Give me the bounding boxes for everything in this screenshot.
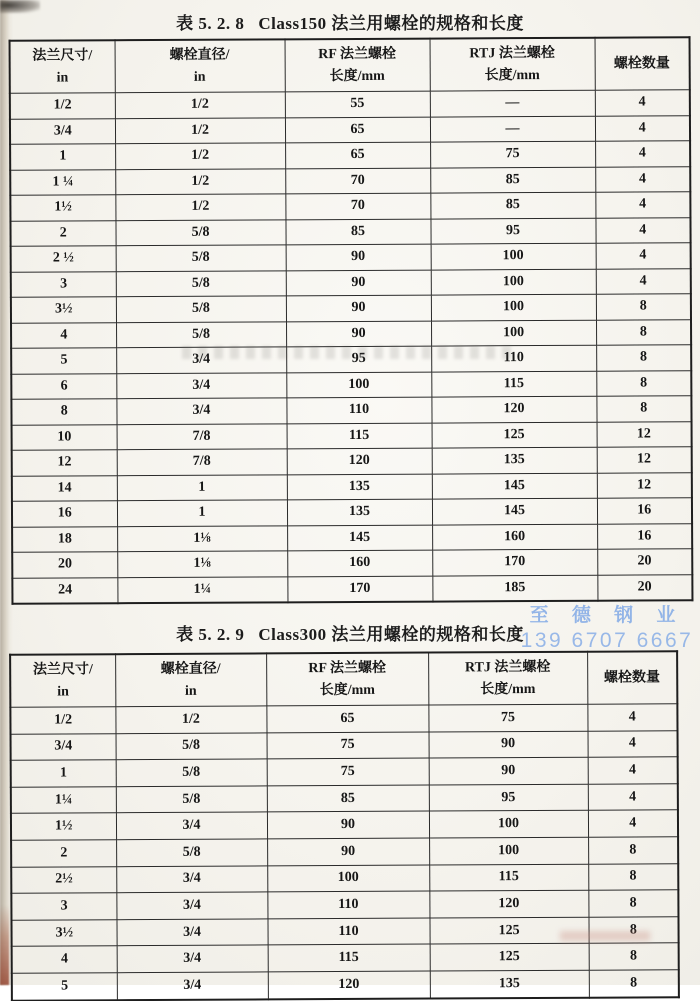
table-cell: 115 xyxy=(268,944,430,971)
table-cell: 90 xyxy=(267,838,429,865)
table-cell: 4 xyxy=(12,946,117,973)
table-cell: 18 xyxy=(12,526,117,552)
table-cell: 24 xyxy=(12,577,117,604)
table-row xyxy=(11,757,678,787)
column-header: 螺栓直径/ in xyxy=(115,653,266,706)
table-cell: 55 xyxy=(285,91,430,117)
table-row xyxy=(10,90,690,119)
table-cell: 3/4 xyxy=(116,919,267,946)
table-cell: 145 xyxy=(287,525,432,551)
table-cell: 125 xyxy=(432,422,597,448)
table-row xyxy=(11,784,678,814)
scan-stain-bottom-left xyxy=(0,905,9,985)
table-cell: 8 xyxy=(596,319,691,345)
table-row xyxy=(12,970,679,1001)
table-cell: 1 ¼ xyxy=(10,169,115,195)
table-cell: 110 xyxy=(267,891,429,918)
table-cell: 65 xyxy=(285,142,430,168)
table-cell: 5/8 xyxy=(116,733,267,760)
table-cell: 65 xyxy=(285,117,430,143)
table-cell: 20 xyxy=(597,549,692,575)
table-cell: 1¼ xyxy=(11,786,116,813)
watermark-company-name: 至 德 钢 业 xyxy=(529,605,685,626)
table-cell: 120 xyxy=(429,890,588,917)
table-cell: 95 xyxy=(429,784,588,811)
table-cell: 100 xyxy=(431,269,596,295)
table-cell: 75 xyxy=(430,141,595,167)
table-row xyxy=(10,704,677,734)
table-row xyxy=(11,890,678,920)
table-cell: 3/4 xyxy=(117,945,268,972)
table-cell: 4 xyxy=(595,217,690,243)
table-cell: 12 xyxy=(12,450,117,476)
table-row xyxy=(12,447,692,476)
table-cell: 90 xyxy=(429,757,588,784)
table-row xyxy=(12,498,692,527)
table-cell: 160 xyxy=(432,524,597,550)
table-cell: 95 xyxy=(430,218,595,244)
table-row xyxy=(10,141,690,170)
table-cell: 5/8 xyxy=(116,270,286,296)
table-cell: 5/8 xyxy=(116,839,267,866)
table-row xyxy=(11,268,691,297)
table-cell: 110 xyxy=(286,397,431,423)
table-cell: 2½ xyxy=(11,866,116,893)
table-cell: 7/8 xyxy=(117,449,287,475)
table-cell: 85 xyxy=(267,785,429,812)
table-row xyxy=(12,421,692,450)
table-row xyxy=(12,472,692,501)
table-cell: 5/8 xyxy=(115,219,285,245)
table-cell: 135 xyxy=(287,474,432,500)
table-cell: 100 xyxy=(431,320,596,346)
table-cell: 6 xyxy=(11,373,116,399)
table-cell: 3/4 xyxy=(117,972,268,1000)
table-cell: 4 xyxy=(588,810,678,837)
table-cell: 8 xyxy=(596,370,691,396)
table-row xyxy=(11,319,691,348)
column-header: 螺栓数量 xyxy=(587,651,677,704)
table-cell: 90 xyxy=(286,295,431,321)
table-cell: 4 xyxy=(595,166,690,192)
table-cell: 100 xyxy=(429,837,588,864)
table-cell: — xyxy=(430,116,595,142)
table-cell: 16 xyxy=(597,523,692,549)
table-row xyxy=(11,810,678,840)
table-cell: 5 xyxy=(11,348,116,374)
table-cell: 12 xyxy=(597,421,692,447)
table-cell: 145 xyxy=(432,473,597,499)
table-cell: 4 xyxy=(596,268,691,294)
table-cell: 14 xyxy=(12,475,117,501)
table-cell: 70 xyxy=(285,168,430,194)
table-row xyxy=(11,294,691,323)
table-row xyxy=(11,730,678,760)
table-cell: 110 xyxy=(431,345,596,371)
table-cell: 3/4 xyxy=(116,865,267,892)
table-cell: 85 xyxy=(430,167,595,193)
table-cell: 185 xyxy=(432,575,597,602)
table-cell: 120 xyxy=(431,396,596,422)
column-header: 螺栓数量 xyxy=(595,37,690,90)
table-cell: 100 xyxy=(267,865,429,892)
table-cell: 4 xyxy=(588,730,678,757)
table-5-2-8-number: 表 5. 2. 8 xyxy=(176,14,245,33)
table-cell: 20 xyxy=(597,574,692,600)
table-cell: 8 xyxy=(596,396,691,422)
table-cell: 10 xyxy=(12,424,117,450)
table-cell: 4 xyxy=(595,192,690,218)
table-cell: 5/8 xyxy=(116,321,286,347)
table-cell: 3/4 xyxy=(11,733,116,760)
column-header: 法兰尺寸/ in xyxy=(10,654,115,707)
table-cell: 1 xyxy=(10,144,115,170)
table-cell: 1/2 xyxy=(10,93,115,119)
table-cell: 115 xyxy=(429,864,588,891)
table-cell: 100 xyxy=(429,811,588,838)
table-cell: 1⅛ xyxy=(117,551,287,577)
table-cell: 8 xyxy=(588,863,678,890)
table-cell: 5/8 xyxy=(116,759,267,786)
table-cell: 20 xyxy=(12,552,117,578)
table-cell: 8 xyxy=(588,917,678,944)
table-cell: 8 xyxy=(589,970,679,998)
table-cell: 75 xyxy=(267,732,429,759)
table-cell: 1/2 xyxy=(115,143,285,169)
table-cell: 8 xyxy=(596,294,691,320)
table-cell: 12 xyxy=(597,472,692,498)
table-cell: 1 xyxy=(117,500,287,526)
scan-smudge xyxy=(560,931,650,941)
table-cell: 90 xyxy=(286,270,431,296)
table-cell: 3/4 xyxy=(116,347,286,373)
table-cell: 4 xyxy=(11,322,116,348)
table-cell: 125 xyxy=(429,917,588,944)
table-cell: 3 xyxy=(11,893,116,920)
table-5-2-9-number: 表 5. 2. 9 xyxy=(176,625,245,644)
table-cell: 75 xyxy=(267,758,429,785)
table-row xyxy=(12,943,679,973)
table-row xyxy=(10,115,690,144)
table-cell: — xyxy=(430,90,595,116)
table-cell: 3/4 xyxy=(116,372,286,398)
table-cell: 3 xyxy=(11,271,116,297)
table-row xyxy=(10,166,690,195)
table-cell: 170 xyxy=(432,549,597,575)
table-cell: 100 xyxy=(431,294,596,320)
table-cell: 8 xyxy=(11,399,116,425)
table-row xyxy=(11,863,678,893)
column-header: 法兰尺寸/ in xyxy=(10,40,115,93)
table-row xyxy=(11,396,691,425)
table-row xyxy=(12,549,692,578)
table-cell: 8 xyxy=(588,837,678,864)
table-cell: 2 xyxy=(10,220,115,246)
table-cell: 90 xyxy=(429,731,588,758)
table-cell: 3/4 xyxy=(116,398,286,424)
table-cell: 16 xyxy=(597,498,692,524)
column-header: RF 法兰螺栓 长度/mm xyxy=(266,653,428,706)
table-cell: 170 xyxy=(287,576,432,603)
table-5-2-8-caption: Class150 法兰用螺栓的规格和长度 xyxy=(258,14,524,33)
table-cell: 160 xyxy=(287,550,432,576)
table-cell: 5 xyxy=(12,973,117,1001)
table-cell: 1/2 xyxy=(115,194,285,220)
table-cell: 120 xyxy=(287,448,432,474)
table-row xyxy=(12,523,692,552)
ink-bleedthrough-smudge xyxy=(182,346,517,359)
table-cell: 16 xyxy=(12,501,117,527)
table-cell: 65 xyxy=(266,705,428,732)
table-cell: 1 xyxy=(11,760,116,787)
table-row xyxy=(11,837,678,867)
table-cell: 1 xyxy=(117,474,287,500)
table-cell: 1¼ xyxy=(117,576,287,603)
table-cell: 135 xyxy=(430,970,589,998)
table-cell: 4 xyxy=(596,243,691,269)
table-cell: 5/8 xyxy=(116,786,267,813)
table-cell: 75 xyxy=(428,704,587,731)
table-cell: 1/2 xyxy=(10,707,115,734)
column-header: RTJ 法兰螺栓 长度/mm xyxy=(428,652,587,705)
table-5-2-9-title xyxy=(0,620,700,645)
table-cell: 90 xyxy=(286,244,431,270)
table-cell: 1½ xyxy=(11,813,116,840)
table-cell: 70 xyxy=(285,193,430,219)
table-cell: 1/2 xyxy=(115,168,285,194)
table-cell: 90 xyxy=(267,811,429,838)
table-cell: 3/4 xyxy=(116,892,267,919)
table-cell: 7/8 xyxy=(117,423,287,449)
column-header: 螺栓直径/ in xyxy=(115,39,285,92)
class150-bolt-spec-table xyxy=(9,36,694,605)
column-header: RF 法兰螺栓 长度/mm xyxy=(285,39,430,92)
table-cell: 1⅛ xyxy=(117,525,287,551)
table-cell: 145 xyxy=(432,498,597,524)
table-cell: 4 xyxy=(588,757,678,784)
table-row xyxy=(10,192,690,221)
table-cell: 8 xyxy=(588,890,678,917)
class300-bolt-spec-table xyxy=(9,650,680,1001)
column-header: RTJ 法兰螺栓 长度/mm xyxy=(430,38,595,91)
table-5-2-8-title xyxy=(0,9,700,34)
table-cell: 1/2 xyxy=(115,92,285,118)
table-cell: 1/2 xyxy=(115,706,266,733)
table-cell: 115 xyxy=(287,423,432,449)
header-row xyxy=(10,651,677,707)
table-row xyxy=(10,217,690,246)
table-cell: 90 xyxy=(286,321,431,347)
table-cell: 3½ xyxy=(11,297,116,323)
table-cell: 5/8 xyxy=(116,245,286,271)
table-row xyxy=(12,574,692,604)
table-cell: 2 xyxy=(11,840,116,867)
table-cell: 100 xyxy=(286,372,431,398)
table-cell: 4 xyxy=(595,141,690,167)
table-cell: 135 xyxy=(432,447,597,473)
table-5-2-9-caption: Class300 法兰用螺栓的规格和长度 xyxy=(258,625,524,644)
table-cell: 4 xyxy=(595,90,690,116)
watermark-phone-number: 139 6707 6667 xyxy=(520,629,694,652)
table-row xyxy=(11,370,691,399)
table-cell: 3½ xyxy=(11,919,116,946)
table-cell: 8 xyxy=(596,345,691,371)
table-cell: 135 xyxy=(287,499,432,525)
table-cell: 3/4 xyxy=(10,118,115,144)
table-cell: 3/4 xyxy=(116,812,267,839)
table-cell: 4 xyxy=(587,704,677,731)
table-cell: 115 xyxy=(431,371,596,397)
table-cell: 1½ xyxy=(10,195,115,221)
table-row xyxy=(11,243,691,272)
table-cell: 8 xyxy=(589,943,679,970)
table-cell: 2 ½ xyxy=(11,246,116,272)
table-cell: 120 xyxy=(268,971,430,999)
table-cell: 85 xyxy=(285,219,430,245)
table-cell: 100 xyxy=(431,243,596,269)
table-cell: 1/2 xyxy=(115,117,285,143)
table-cell: 85 xyxy=(430,192,595,218)
table-cell: 4 xyxy=(595,115,690,141)
table-cell: 110 xyxy=(267,918,429,945)
table-cell: 12 xyxy=(597,447,692,473)
table-cell: 125 xyxy=(430,944,589,971)
table-cell: 4 xyxy=(588,784,678,811)
table-cell: 95 xyxy=(286,346,431,372)
header-row xyxy=(10,37,690,93)
table-cell: 5/8 xyxy=(116,296,286,322)
